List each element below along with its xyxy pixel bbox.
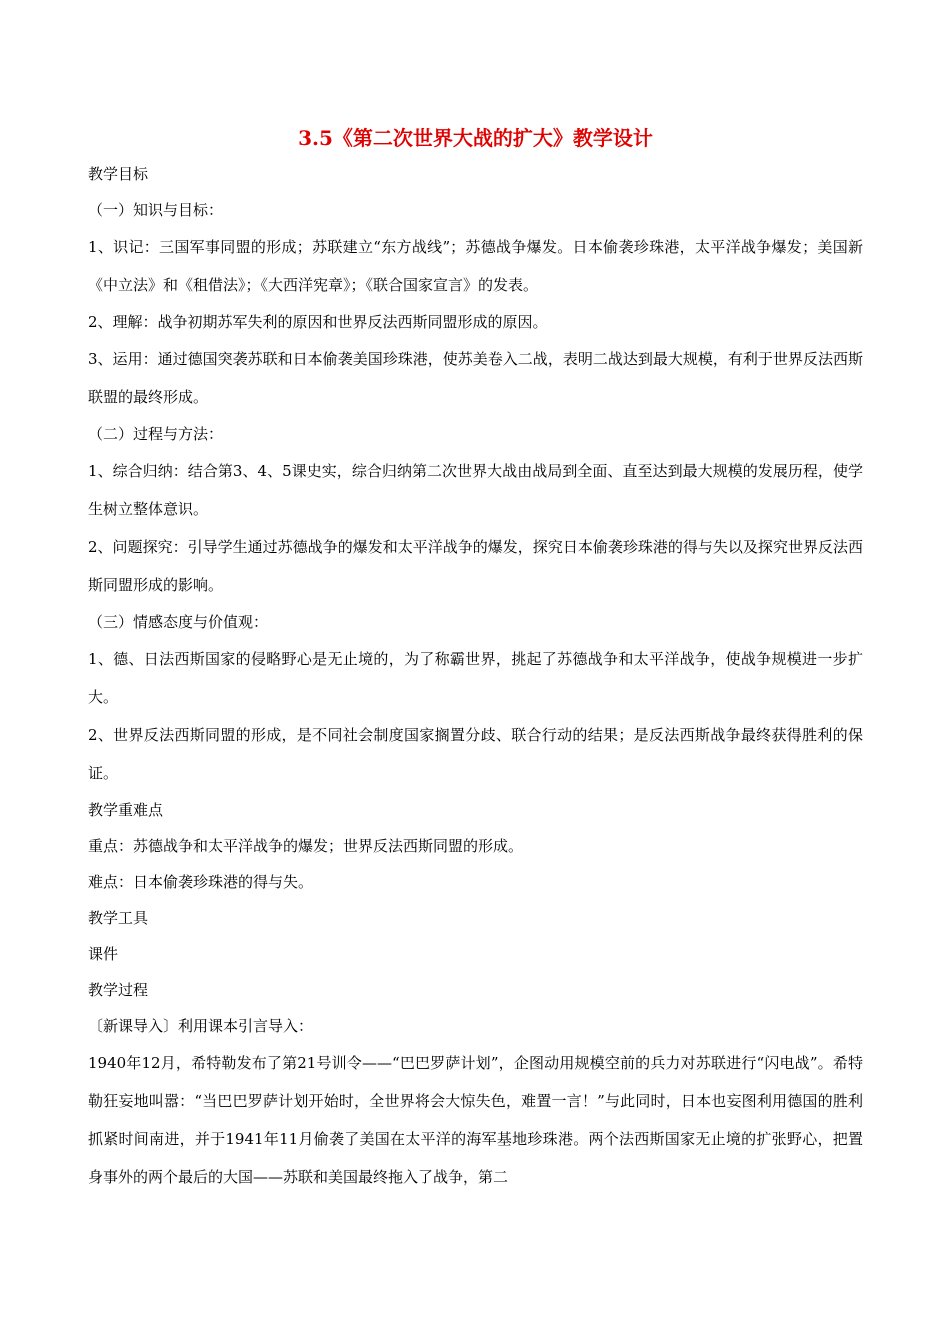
section-heading-objectives: 教学目标: [88, 165, 149, 183]
section-heading-key-points: 教学重难点: [88, 801, 164, 819]
paragraph-summarize: 1、综合归纳：结合第3、4、5课史实，综合归纳第二次世界大战由战局到全面、直至达到最大规模的发展历程，使学生树立整体意识。: [88, 462, 863, 518]
section-heading-tools: 教学工具: [88, 909, 149, 927]
paragraph-difficulty: 难点：日本偷袭珍珠港的得与失。: [88, 873, 314, 891]
subheading-values: （三）情感态度与价值观：: [88, 613, 269, 631]
section-heading-process: 教学过程: [88, 981, 149, 999]
paragraph-courseware: 课件: [88, 945, 119, 963]
subheading-knowledge: （一）知识与目标：: [88, 201, 224, 219]
document-page: [88, 120, 863, 1196]
paragraph-narrative: 1940年12月，希特勒发布了第21号训令——“巴巴罗萨计划”，企图动用规模空前的兵力对苏联进行“闪电战”。希特勒狂妄地叫嚣：“当巴巴罗萨计划开始时，全世界将会大惊失色，难置一言！”与此同时，日本也妄图利用德国的胜利抓紧时间南进，并于1941年11月偷袭了美国在太平洋的海军基地珍珠港。两个法西斯国家无止境的扩张野心，把置身事外的两个最后的大国——苏联和美国最终拖入了战争，第二: [88, 1054, 863, 1186]
document-title: 3.5《第二次世界大战的扩大》教学设计: [298, 126, 653, 150]
paragraph-understand: 2、理解：战争初期苏军失利的原因和世界反法西斯同盟形成的原因。: [88, 313, 548, 331]
paragraph-inquiry: 2、问题探究：引导学生通过苏德战争的爆发和太平洋战争的爆发，探究日本偷袭珍珠港的得与失以及探究世界反法西斯同盟形成的影响。: [88, 538, 863, 594]
subheading-process-method: （二）过程与方法：: [88, 425, 224, 443]
paragraph-values-2: 2、世界反法西斯同盟的形成，是不同社会制度国家搁置分歧、联合行动的结果；是反法西斯战争最终获得胜利的保证。: [88, 726, 863, 782]
paragraph-focus: 重点：苏德战争和太平洋战争的爆发；世界反法西斯同盟的形成。: [88, 837, 524, 855]
paragraph-values-1: 1、德、日法西斯国家的侵略野心是无止境的，为了称霸世界，挑起了苏德战争和太平洋战争，使战争规模进一步扩大。: [88, 650, 863, 706]
paragraph-intro: 〔新课导入〕利用课本引言导入：: [88, 1017, 314, 1035]
paragraph-memorize: 1、识记：三国军事同盟的形成；苏联建立“东方战线”；苏德战争爆发。日本偷袭珍珠港，太平洋战争爆发；美国新《中立法》和《租借法》；《大西洋宪章》；《联合国家宣言》的发表。: [88, 238, 863, 294]
paragraph-apply: 3、运用：通过德国突袭苏联和日本偷袭美国珍珠港，使苏美卷入二战，表明二战达到最大规模，有利于世界反法西斯联盟的最终形成。: [88, 350, 863, 406]
